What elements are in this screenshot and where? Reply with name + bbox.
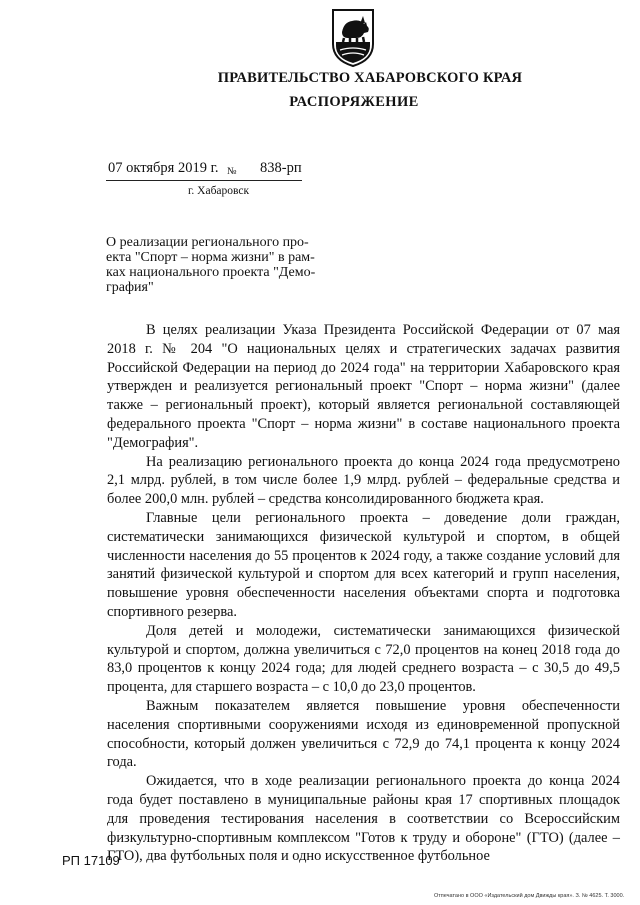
body-paragraph: В целях реализации Указа Президента Российской Федерации от 07 мая 2018 г. № 204 "О национальных целях и стратегических задачах развития Российской Федерации на период до 2024 года" на территории Хабаровского края утвержден и реализуется региональный проект "Спорт – норма жизни" (далее также – региональный проект), который является региональной составляющей федерального проекта "Спорт – норма жизни" в составе национального проекта "Демография".: [107, 322, 620, 451]
document-type: РАСПОРЯЖЕНИЕ: [289, 94, 419, 110]
date-number-line: [106, 160, 302, 181]
subject-line: екта "Спорт – норма жизни" в рам-: [106, 250, 315, 265]
issue-city: г. Хабаровск: [188, 185, 250, 197]
subject-line: О реализации регионального про-: [106, 235, 309, 250]
document-body: [107, 321, 620, 866]
printer-note: Отпечатано в ООО «Издательский дом Движды края». З. № 4625. Т. 3000.: [434, 893, 625, 899]
subject-line: графия": [106, 280, 154, 295]
government-title: ПРАВИТЕЛЬСТВО ХАБАРОВСКОГО КРАЯ: [217, 70, 523, 86]
body-paragraph: Ожидается, что в ходе реализации регионального проекта до конца 2024 года будет поставлено в муниципальные районы края 17 спортивных площадок для проведения тестирования населения в соответствии со Всероссийским физкультурно-спортивным комплексом "Готов к труду и обороне" (ГТО) (далее – ГТО), два футбольных поля и одно искусственное футбольное: [107, 773, 620, 865]
body-paragraph: На реализацию регионального проекта до конца 2024 года предусмотрено 2,1 млрд. рублей, в том числе более 1,9 млрд. рублей – федеральные средства и более 200,0 млн. рублей – средства консолидированного бюджета края.: [107, 453, 620, 508]
body-paragraph: Важным показателем является повышение уровня обеспеченности населения спортивными сооружениями исходя из единовременной пропускной способности, который должен увеличиться с 72,9 до 74,1 процента к концу 2024 года.: [107, 697, 620, 771]
registration-number: РП 17109: [62, 853, 120, 868]
document-date: 07 октября 2019 г.: [108, 160, 219, 176]
document-number: 838-рп: [260, 160, 302, 176]
subject-line: ках национального проекта "Демо-: [106, 265, 316, 280]
body-paragraph: Главные цели регионального проекта – доведение доли граждан, систематически занимающихся физической культурой и спортом, в общей численности населения до 55 процентов к 2024 году, а также создание условий для занятий физической культурой и спортом для всех категорий и групп населения, повышение уровня обеспеченности населения объектами спорта и подготовка спортивного резерва.: [107, 509, 620, 620]
body-paragraph: Доля детей и молодежи, систематически занимающихся физической культурой и спортом, должна увеличиться с 72,0 процентов на конец 2018 года до 83,0 процентов к концу 2024 года; для людей среднего возраста – с 30,5 до 49,5 процента, для старшего возраста – с 10,0 до 23,0 процентов.: [107, 622, 620, 696]
document-subject: [106, 235, 334, 295]
coat-of-arms-icon: [330, 6, 376, 68]
number-sign: №: [227, 166, 237, 177]
